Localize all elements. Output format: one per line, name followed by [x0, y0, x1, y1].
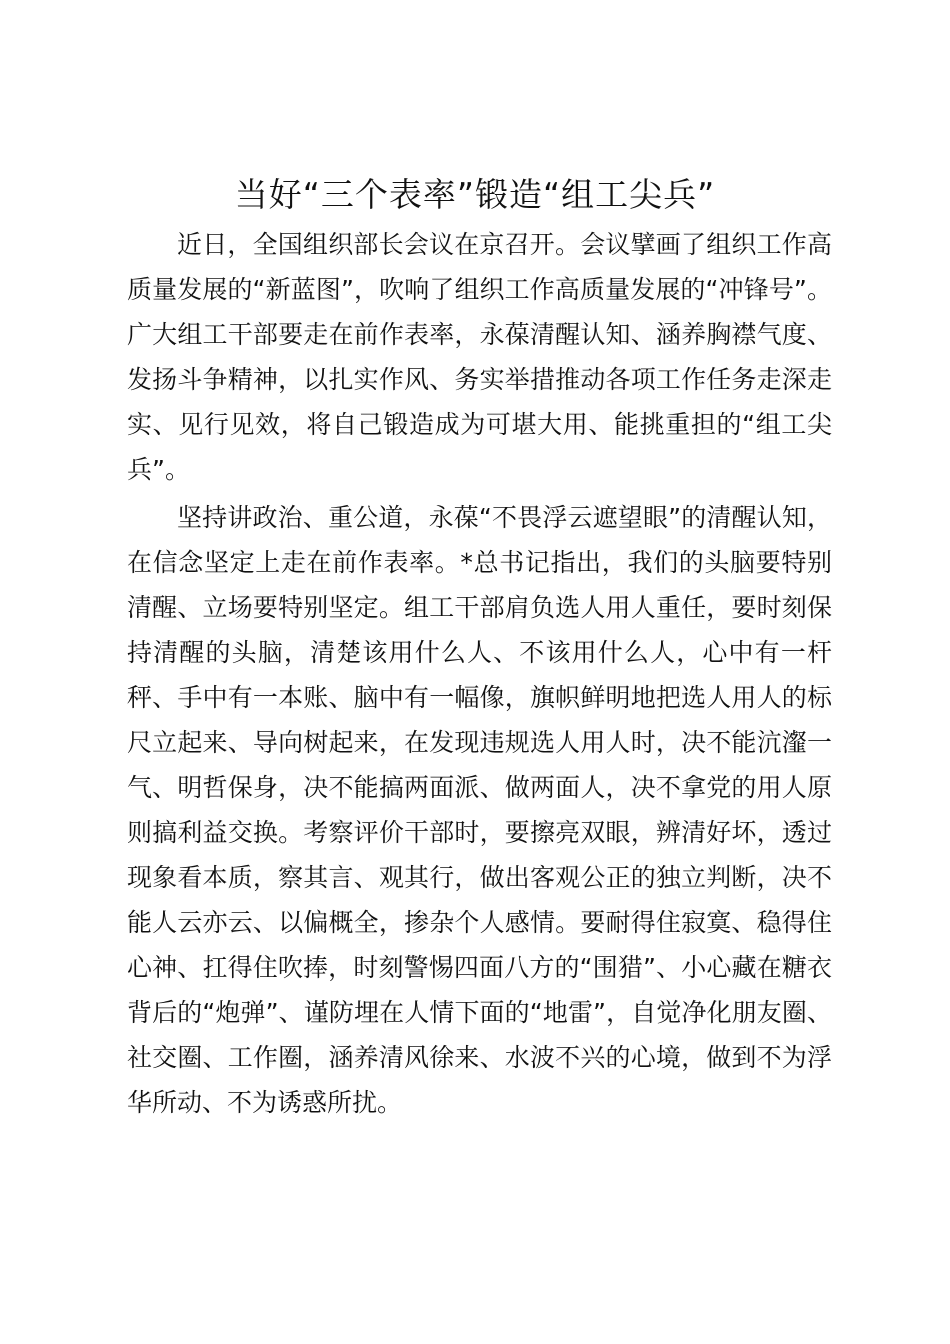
document-title: 当好“三个表率”锻造“组工尖兵” — [234, 175, 716, 214]
paragraph-political-clarity: 坚持讲政治、重公道，永葆“不畏浮云遮望眼”的清醒认知，在信念坚定上走在前作表率。*总书记指出，我们的头脑要特别清醒、立场要特别坚定。组工干部肩负选人用人重任，要时刻保持清醒的头脑，清楚该用什么人、不该用什么人，心中有一杆秤、手中有一本账、脑中有一幅像，旗帜鲜明地把选人用人的标尺立起来、导向树起来，在发现违规选人用人时，决不能沆瀣一气、明哲保身，决不能搞两面派、做两面人，决不拿党的用人原则搞利益交换。考察评价干部时，要擦亮双眼，辨清好坏，透过现象看本质，察其言、观其行，做出客观公正的独立判断，决不能人云亦云、以偏概全，掺杂个人感情。要耐得住寂寞、稳得住心神、扛得住吹捧，时刻警惕四面八方的“围猎”、小心藏在糖衣背后的“炮弹”、谨防埋在人情下面的“地雷”，自觉净化朋友圈、社交圈、工作圈，涵养清风徐来、水波不兴的心境，做到不为浮华所动、不为诱惑所扰。 — [127, 503, 832, 1117]
document-body — [127, 222, 832, 1125]
paragraph-intro: 近日，全国组织部长会议在京召开。会议擘画了组织工作高质量发展的“新蓝图”，吹响了组织工作高质量发展的“冲锋号”。广大组工干部要走在前作表率，永葆清醒认知、涵养胸襟气度、发扬斗争精神，以扎实作风、务实举措推动各项工作任务走深走实、见行见效，将自己锻造成为可堪大用、能挑重担的“组工尖兵”。 — [127, 230, 832, 484]
